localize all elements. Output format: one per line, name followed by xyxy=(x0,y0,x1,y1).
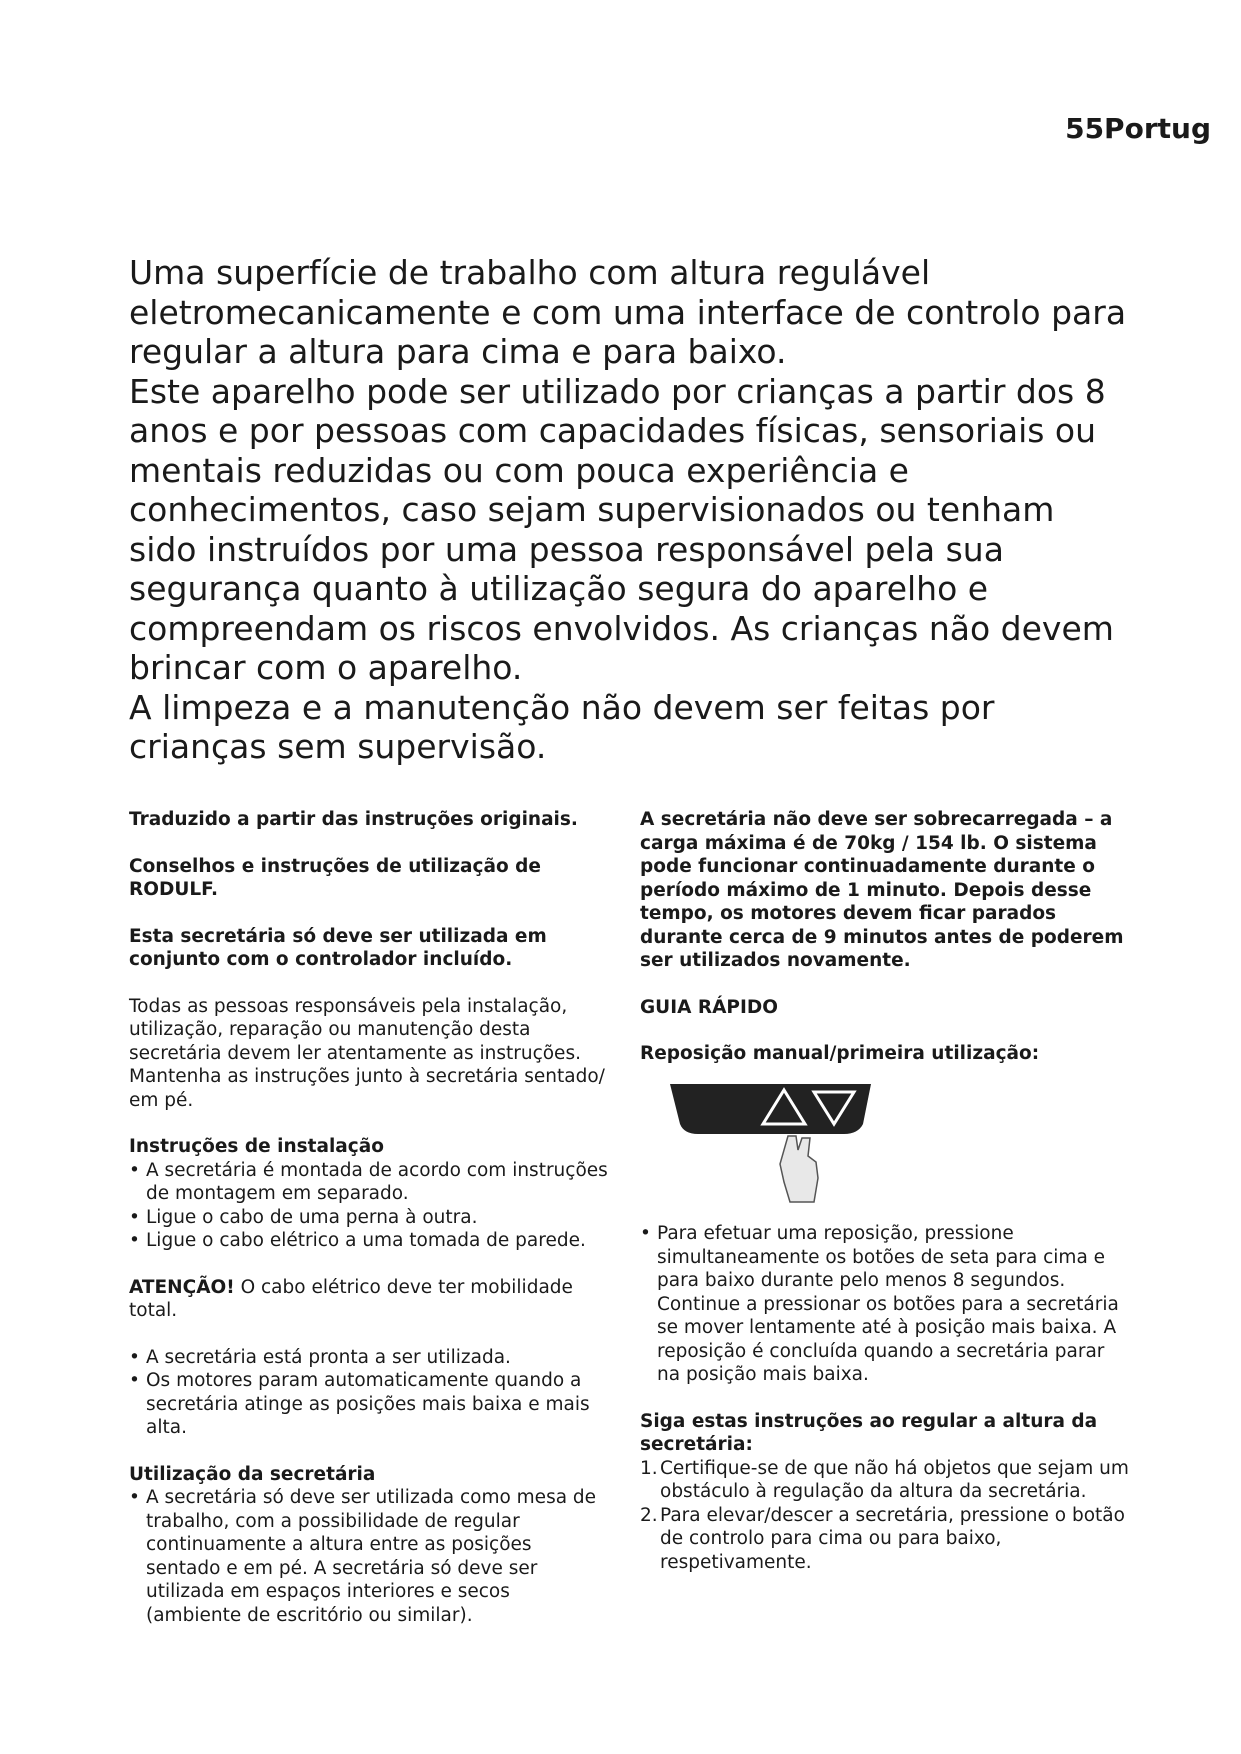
attention-label: ATENÇÃO! xyxy=(129,1276,235,1298)
page-number: 55Portug xyxy=(1065,112,1211,145)
attention-note xyxy=(129,1276,609,1323)
advice-heading: Conselhos e instruções de utilização de RODULF. xyxy=(129,855,541,900)
list-item: • A secretária está pronta a ser utilizada. xyxy=(129,1346,609,1370)
right-column xyxy=(640,808,1130,1574)
list-item xyxy=(640,1504,1130,1575)
list-item: • A secretária só deve ser utilizada como mesa de trabalho, com a possibilidade de regular continuamente a altura entre as posições sentado e em pé. A secretária só deve ser utilizada em espaços interiores e secos (ambiente de escritório ou similar). xyxy=(129,1486,609,1627)
intro-paragraph-3: A limpeza e a manutenção não devem ser feitas por crianças sem supervisão. xyxy=(129,687,995,766)
list-item: • Ligue o cabo elétrico a uma tomada de parede. xyxy=(129,1229,609,1253)
controller-buttons-illustration xyxy=(668,1078,873,1206)
step-number: 2. xyxy=(640,1504,658,1526)
reset-list xyxy=(640,1222,1130,1387)
controller-warning: Esta secretária só deve ser utilizada em conjunto com o controlador incluído. xyxy=(129,925,547,970)
read-instructions-text: Todas as pessoas responsáveis pela instalação, utilização, reparação ou manutenção desta secretária devem ler atentamente as instruções. Mantenha as instruções junto à secretária sentado/ em pé. xyxy=(129,995,605,1111)
step-text: Para elevar/descer a secretária, pressione o botão de controlo para cima ou para baixo, respetivamente. xyxy=(660,1504,1125,1573)
attention-text: O cabo elétrico deve ter mobilidade total. xyxy=(129,1276,573,1321)
install-list xyxy=(129,1159,609,1253)
height-heading: Siga estas instruções ao regular a altura da secretária: xyxy=(640,1410,1098,1455)
usage-heading: Utilização da secretária xyxy=(129,1463,376,1485)
step-number: 1. xyxy=(640,1457,658,1479)
quick-guide-heading: GUIA RÁPIDO xyxy=(640,996,778,1018)
list-item: • Ligue o cabo de uma perna à outra. xyxy=(129,1206,609,1230)
hand-icon xyxy=(780,1136,818,1202)
install-heading: Instruções de instalação xyxy=(129,1136,384,1157)
left-column xyxy=(129,808,609,1627)
ready-list xyxy=(129,1346,609,1440)
overload-warning: A secretária não deve ser sobrecarregada – a carga máxima é de 70kg / 154 lb. O sistema pode funcionar continuadamente durante o período máximo de 1 minuto. Depois desse tempo, os motores devem ficar parados durante cerca de 9 minutos antes de poderem ser utilizados novamente. xyxy=(640,809,1124,971)
reset-heading: Reposição manual/primeira utilização: xyxy=(640,1043,1040,1064)
list-item: • Para efetuar uma reposição, pressione simultaneamente os botões de seta para cima e para baixo durante pelo menos 8 segundos. Continue a pressionar os botões para a secretária se mover lentamente até à posição mais baixa. A reposição é concluída quando a secretária parar na posição mais baixa. xyxy=(640,1222,1130,1387)
usage-list xyxy=(129,1486,609,1627)
intro-paragraph-1: Uma superfície de trabalho com altura regulável eletromecanicamente e com uma interface de controlo para regular a altura para cima e para baixo. xyxy=(129,253,1127,371)
list-item xyxy=(640,1457,1130,1504)
height-steps xyxy=(640,1457,1130,1575)
step-text: Certifique-se de que não há objetos que sejam um obstáculo à regulação da altura da secretária. xyxy=(660,1457,1129,1502)
list-item: • Os motores param automaticamente quando a secretária atinge as posições mais baixa e mais alta. xyxy=(129,1369,609,1440)
intro-paragraph-2: Este aparelho pode ser utilizado por crianças a partir dos 8 anos e por pessoas com capacidades físicas, sensoriais ou mentais reduzidas ou com pouca experiência e conhecimentos, caso sejam supervisionados ou tenham sido instruídos por uma pessoa responsável pela sua segurança quanto à utilização segura do aparelho e compreendam os riscos envolvidos. As crianças não devem brincar com o aparelho. xyxy=(129,371,1114,687)
list-item: • A secretária é montada de acordo com instruções de montagem em separado. xyxy=(129,1159,609,1206)
intro-text xyxy=(129,253,1129,767)
translated-note: Traduzido a partir das instruções originais. xyxy=(129,809,578,830)
